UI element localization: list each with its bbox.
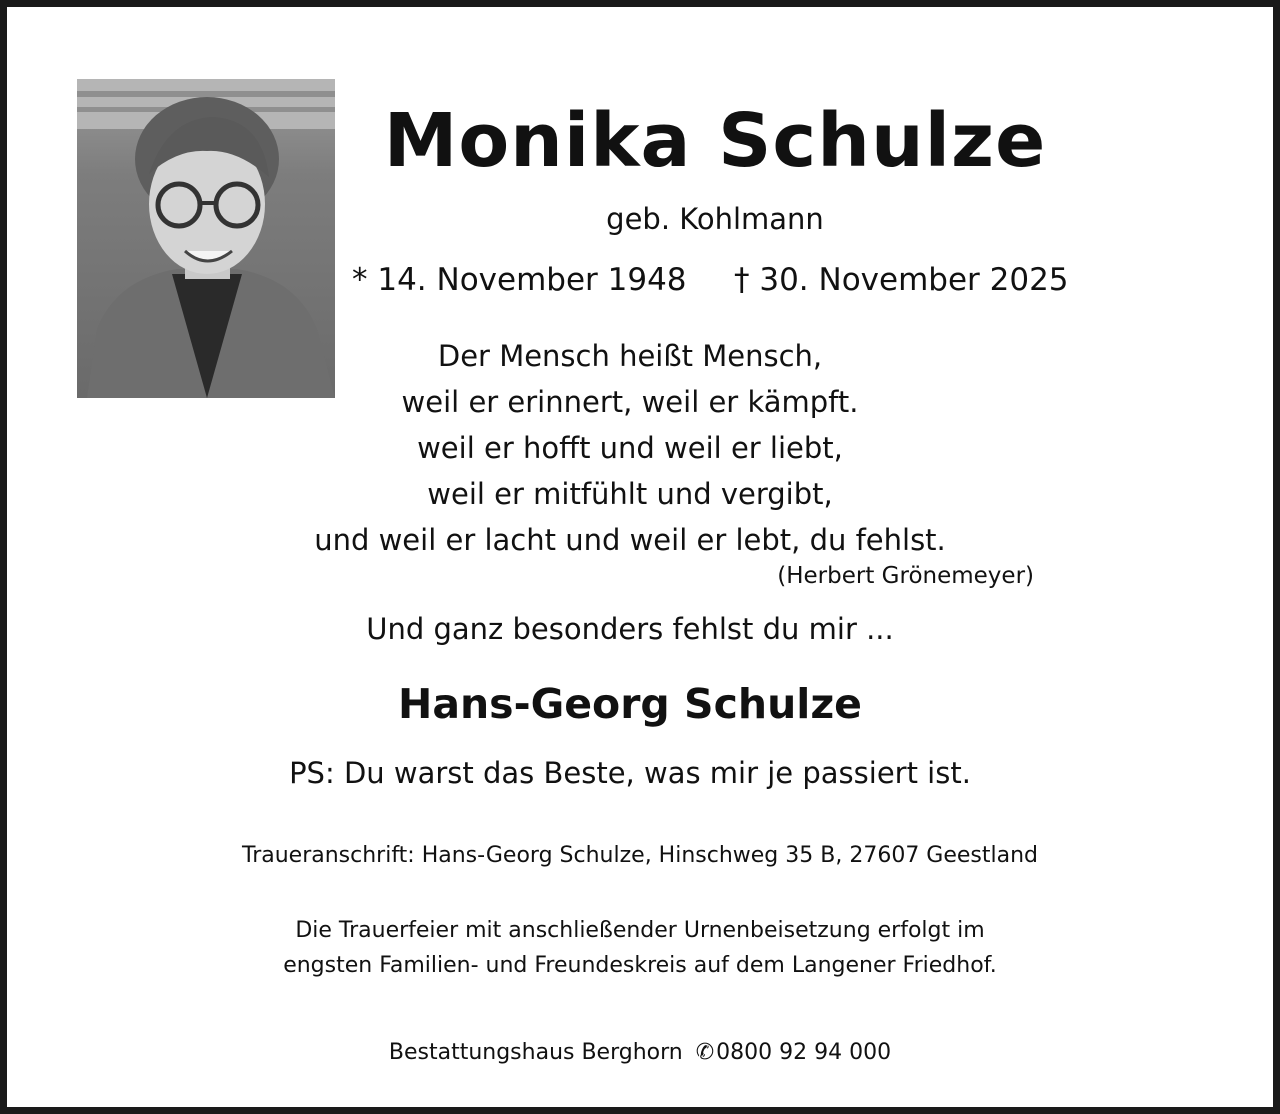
funeral-home-name: Bestattungshaus Berghorn	[388, 1040, 683, 1065]
verse-line: und weil er lacht und weil er lebt, du fehlst.	[314, 523, 946, 557]
phone-number: 0800 92 94 000	[716, 1040, 892, 1065]
ceremony-line: Die Trauerfeier mit anschließender Urnenbeisetzung erfolgt im	[295, 918, 985, 943]
mourning-address: Traueranschrift: Hans-Georg Schulze, Hinschweg 35 B, 27607 Geestland	[241, 843, 1039, 868]
special-message: Und ganz besonders fehlst du mir ...	[366, 612, 894, 646]
death-date: † 30. November 2025	[734, 262, 1069, 298]
ceremony-notice	[0, 913, 1280, 983]
verse-line: weil er hofft und weil er liebt,	[417, 431, 843, 465]
maiden-name: geb. Kohlmann	[606, 202, 824, 236]
verse-line: Der Mensch heißt Mensch,	[437, 339, 823, 373]
verse-line: weil er erinnert, weil er kämpft.	[401, 385, 859, 419]
postscript: PS: Du warst das Beste, was mir je passiert ist.	[289, 756, 971, 790]
verse	[0, 333, 1260, 563]
deceased-name: Monika Schulze	[383, 98, 1047, 184]
birth-date: * 14. November 1948	[352, 262, 687, 298]
signer-name: Hans-Georg Schulze	[398, 680, 862, 728]
verse-line: weil er mitfühlt und vergibt,	[427, 477, 833, 511]
phone-icon: ✆	[695, 1040, 715, 1065]
verse-attribution: (Herbert Grönemeyer)	[777, 563, 1034, 589]
ceremony-line: engsten Familien- und Freundeskreis auf dem Langener Friedhof.	[283, 953, 997, 978]
funeral-home	[0, 1040, 1280, 1065]
